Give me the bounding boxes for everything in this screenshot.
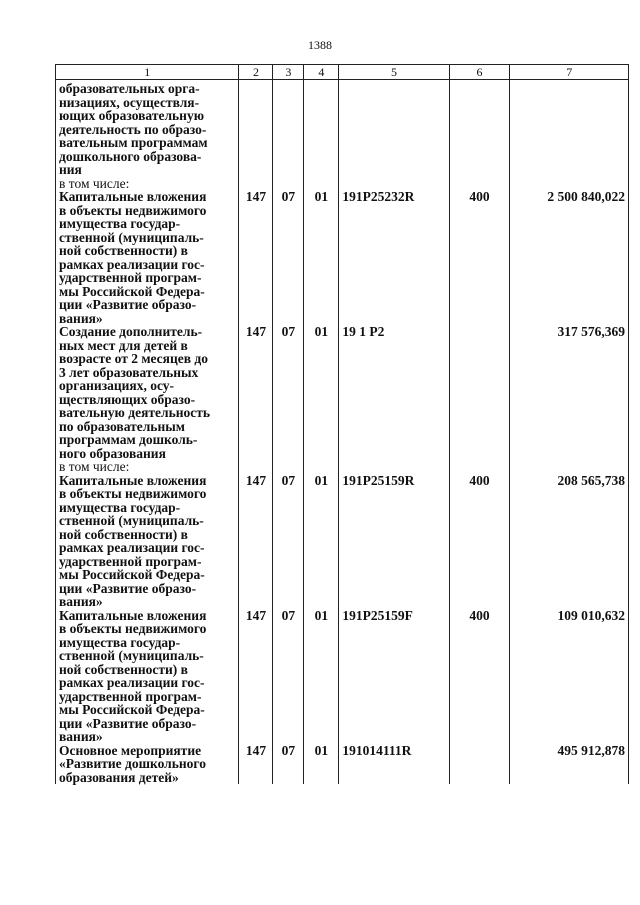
row-section-code xyxy=(273,177,304,191)
row-expense-type xyxy=(449,177,510,191)
row-name: образовательных орга- низациях, осуществля- ющих образовательную деятельность по образо- вательным программам дошкольного образова- ния xyxy=(56,80,239,177)
row-amount: 317 576,369 xyxy=(510,325,629,460)
table-row xyxy=(56,177,629,191)
row-name: в том числе: xyxy=(56,177,239,191)
row-ministry-code: 147 xyxy=(239,190,273,325)
table-row xyxy=(56,474,629,609)
budget-table xyxy=(55,64,629,784)
row-subsection-code: 01 xyxy=(304,744,339,785)
table-row xyxy=(56,325,629,460)
row-name: Капитальные вложения в объекты недвижимого имущества государ- ственной (муниципаль- ной собственности) в рамках реализации гос- ударственной програм- мы Российской Федера- ции «Развитие образо- вания» xyxy=(56,474,239,609)
row-section-code xyxy=(273,460,304,474)
row-section-code: 07 xyxy=(273,744,304,785)
column-header: 7 xyxy=(510,65,629,80)
page-number: 1388 xyxy=(308,38,332,52)
row-expense-type: 400 xyxy=(449,190,510,325)
table-row xyxy=(56,609,629,744)
row-ministry-code xyxy=(239,177,273,191)
row-target-article: 191P25232R xyxy=(339,190,449,325)
row-subsection-code: 01 xyxy=(304,190,339,325)
row-expense-type: 400 xyxy=(449,609,510,744)
row-amount: 208 565,738 xyxy=(510,474,629,609)
row-section-code: 07 xyxy=(273,325,304,460)
row-name: Капитальные вложения в объекты недвижимого имущества государ- ственной (муниципаль- ной собственности) в рамках реализации гос- ударственной програм- мы Российской Федера- ции «Развитие образо- вания» xyxy=(56,609,239,744)
column-header: 6 xyxy=(449,65,510,80)
row-target-article: 19 1 P2 xyxy=(339,325,449,460)
table-row xyxy=(56,744,629,785)
row-section-code: 07 xyxy=(273,474,304,609)
row-subsection-code: 01 xyxy=(304,609,339,744)
row-expense-type: 400 xyxy=(449,474,510,609)
row-subsection-code: 01 xyxy=(304,325,339,460)
table-row xyxy=(56,460,629,474)
row-amount: 109 010,632 xyxy=(510,609,629,744)
table-row xyxy=(56,190,629,325)
column-header: 4 xyxy=(304,65,339,80)
column-header: 2 xyxy=(239,65,273,80)
row-target-article xyxy=(339,460,449,474)
row-ministry-code xyxy=(239,460,273,474)
row-ministry-code: 147 xyxy=(239,474,273,609)
row-target-article: 191P25159F xyxy=(339,609,449,744)
column-header: 3 xyxy=(273,65,304,80)
row-subsection-code xyxy=(304,177,339,191)
row-name: в том числе: xyxy=(56,460,239,474)
row-expense-type xyxy=(449,460,510,474)
row-subsection-code: 01 xyxy=(304,474,339,609)
row-ministry-code: 147 xyxy=(239,744,273,785)
row-amount xyxy=(510,460,629,474)
column-header: 5 xyxy=(339,65,449,80)
row-target-article: 191014111R xyxy=(339,744,449,785)
row-section-code: 07 xyxy=(273,190,304,325)
row-name: Основное мероприятие «Развитие дошкольного образования детей» xyxy=(56,744,239,785)
row-target-article xyxy=(339,177,449,191)
row-expense-type xyxy=(449,325,510,460)
row-target-article: 191P25159R xyxy=(339,474,449,609)
row-ministry-code: 147 xyxy=(239,325,273,460)
table-header-row xyxy=(56,65,629,80)
row-ministry-code: 147 xyxy=(239,609,273,744)
row-name: Создание дополнитель- ных мест для детей в возрасте от 2 месяцев до 3 лет образовательных организациях, осу- ществляющих образо- вательную деятельность по образовательным программам дошколь- ного образования xyxy=(56,325,239,460)
row-amount: 2 500 840,022 xyxy=(510,190,629,325)
row-name: Капитальные вложения в объекты недвижимого имущества государ- ственной (муниципаль- ной собственности) в рамках реализации гос- ударственной програм- мы Российской Федера- ции «Развитие образо- вания» xyxy=(56,190,239,325)
row-expense-type xyxy=(449,744,510,785)
column-header: 1 xyxy=(56,65,239,80)
row-subsection-code xyxy=(304,460,339,474)
row-amount xyxy=(510,177,629,191)
row-section-code: 07 xyxy=(273,609,304,744)
table-row xyxy=(56,80,629,177)
row-amount: 495 912,878 xyxy=(510,744,629,785)
